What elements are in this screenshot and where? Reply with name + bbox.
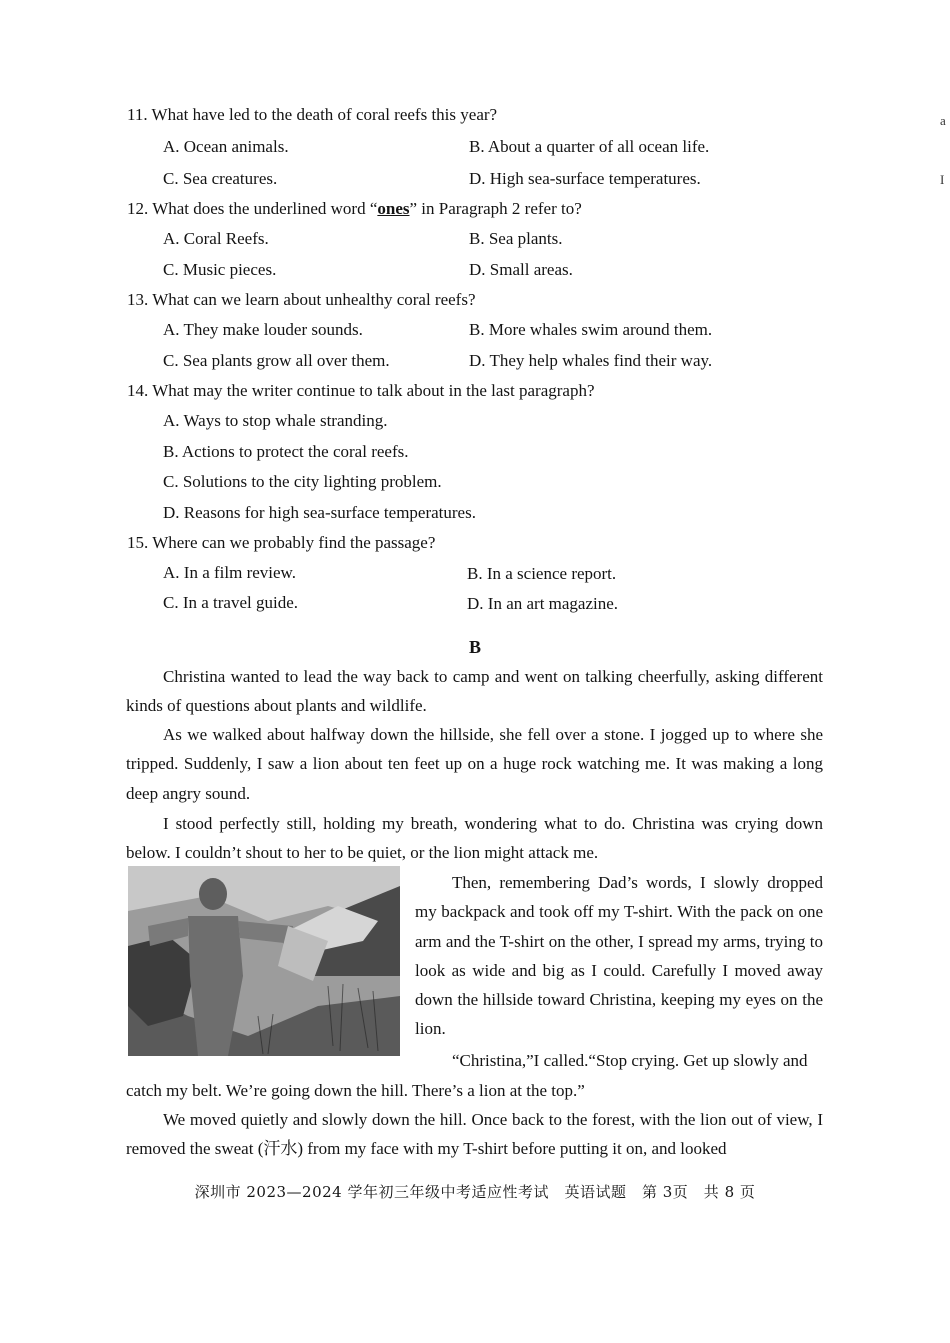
question-15-stem: 15. Where can we probably find the passage? [127,533,436,552]
question-13-option-d: D. They help whales find their way. [469,351,713,370]
question-12-stem-prefix: 12. What does the underlined word “ [127,199,378,218]
page-footer: 深圳市 2023—2024 学年初三年级中考适应性考试 英语试题 第 3页 共 8 页 [194,1183,756,1201]
question-15-option-d: D. In an art magazine. [467,594,619,613]
boy-and-lion-illustration [128,866,400,1056]
question-11-option-b: B. About a quarter of all ocean life. [469,137,710,156]
passage-paragraph-1: Christina wanted to lead the way back to camp and went on talking cheerfully, asking different kinds of questions about plants and wildlife. [126,667,823,716]
passage-paragraph-5-line-1: “Christina,”I called.“Stop crying. Get up slowly and [452,1051,808,1070]
question-14-option-a: A. Ways to stop whale stranding. [163,411,388,430]
question-14-option-b: B. Actions to protect the coral reefs. [163,442,409,461]
question-12-option-d: D. Small areas. [469,260,573,279]
question-15-option-a: A. In a film review. [163,563,296,582]
question-12-stem [127,199,582,219]
question-13-option-b: B. More whales swim around them. [469,320,713,339]
question-15-option-b: B. In a science report. [467,564,617,583]
question-11-option-c: C. Sea creatures. [163,169,278,188]
passage-paragraph-4: Then, remembering Dad’s words, I slowly dropped my backpack and took off my T-shirt. With the pack on one arm and the T-shirt on the other, I spread my arms, trying to look as wide and big as I could. Carefully I moved away down the hillside toward Christina, keeping my eyes on the lion. [415,873,823,1039]
question-11-option-d: D. High sea-surface temperatures. [469,169,701,188]
question-12-option-b: B. Sea plants. [469,229,563,248]
question-14-option-d: D. Reasons for high sea-surface temperatures. [163,503,476,522]
question-12-option-a: A. Coral Reefs. [163,229,269,248]
edge-mark-1: a [940,113,946,128]
question-11-option-a: A. Ocean animals. [163,137,289,156]
section-title: B [468,637,481,657]
question-14-option-c: C. Solutions to the city lighting problem. [163,472,442,491]
question-13-option-a: A. They make louder sounds. [163,320,363,339]
question-11-stem: 11. What have led to the death of coral reefs this year? [127,105,498,124]
question-14-stem: 14. What may the writer continue to talk about in the last paragraph? [127,381,595,400]
story-illustration [128,866,400,1056]
question-12-stem-suffix: ” in Paragraph 2 refer to? [409,199,582,218]
passage-paragraph-5-line-2: catch my belt. We’re going down the hill. There’s a lion at the top.” [126,1081,585,1100]
question-15-option-c: C. In a travel guide. [163,593,299,612]
passage-paragraph-6: We moved quietly and slowly down the hill. Once back to the forest, with the lion out of view, I removed the sweat (汗水) from my face with my T-shirt before putting it on, and looked [126,1110,823,1159]
edge-mark-2: I [940,172,945,187]
underlined-word: ones [377,199,410,218]
question-12-option-c: C. Music pieces. [163,260,277,279]
question-13-option-c: C. Sea plants grow all over them. [163,351,390,370]
question-13-stem: 13. What can we learn about unhealthy coral reefs? [127,290,476,309]
passage-paragraph-2: As we walked about halfway down the hillside, she fell over a stone. I jogged up to where she tripped. Suddenly, I saw a lion about ten feet up on a huge rock watching me. It was making a long deep angry sound. [126,725,823,803]
passage-paragraph-3: I stood perfectly still, holding my breath, wondering what to do. Christina was crying down below. I couldn’t shout to her to be quiet, or the lion might attack me. [126,814,823,863]
